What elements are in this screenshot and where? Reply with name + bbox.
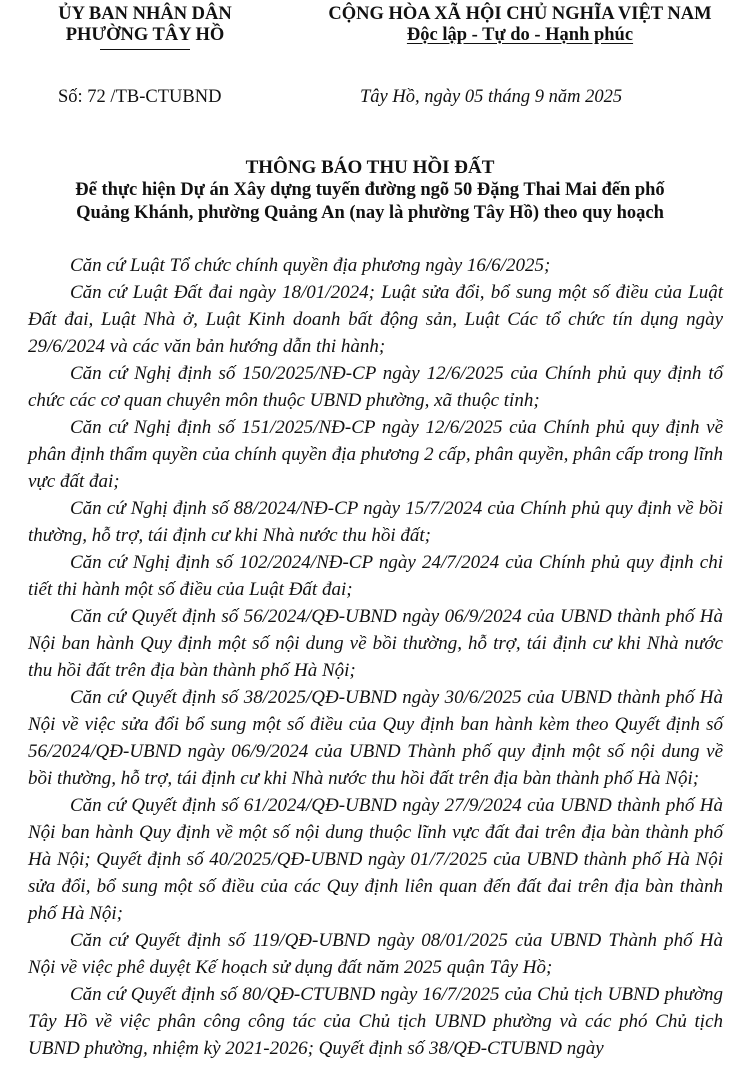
legal-basis-paragraph: Căn cứ Quyết định số 56/2024/QĐ-UBND ngày 06/9/2024 của UBND thành phố Hà Nội ban hành Quy định một số nội dung về bồi thường, hỗ trợ, tái định cư khi Nhà nước thu hồi đất trên địa bàn thành phố Hà Nội; <box>28 606 723 681</box>
legal-basis-paragraph: Căn cứ Quyết định số 38/2025/QĐ-UBND ngày 30/6/2025 của UBND thành phố Hà Nội về việc sửa đổi bổ sung một số điều của Quy định ban hành kèm theo Quyết định số 56/2024/QĐ-UBND ngày 06/9/2024 của UBND Thành phố quy định một số nội dung về bồi thường, hỗ trợ, tái định cư khi Nhà nước thu hồi đất trên địa bàn thành phố Hà Nội; <box>28 687 723 789</box>
title-sub-2: Quảng Khánh, phường Quảng An (nay là phường Tây Hồ) theo quy hoạch <box>76 203 664 223</box>
motto-text: Độc lập - Tự do - Hạnh phúc <box>406 25 634 45</box>
legal-basis-paragraph: Căn cứ Nghị định số 151/2025/NĐ-CP ngày 12/6/2025 của Chính phủ quy định về phân định thẩm quyền của chính quyền địa phương 2 cấp, phân quyền, phân cấp trong lĩnh vực đất đai; <box>28 417 723 492</box>
authority-line-2: PHƯỜNG TÂY HỒ <box>65 25 225 45</box>
document-body <box>28 252 723 1062</box>
authority-line-1: ỦY BAN NHÂN DÂN <box>58 4 232 24</box>
legal-basis-paragraph: Căn cứ Nghị định số 150/2025/NĐ-CP ngày 12/6/2025 của Chính phủ quy định tổ chức các cơ quan chuyên môn thuộc UBND phường, xã thuộc tỉnh; <box>28 363 723 411</box>
national-heading <box>305 4 735 46</box>
issuing-authority <box>20 4 270 50</box>
legal-basis-paragraph: Căn cứ Luật Đất đai ngày 18/01/2024; Luật sửa đổi, bổ sung một số điều của Luật Đất đai, Luật Nhà ở, Luật Kinh doanh bất động sản, Luật Các tổ chức tín dụng ngày 29/6/2024 và các văn bản hướng dẫn thi hành; <box>28 282 723 357</box>
legal-basis-paragraph: Căn cứ Nghị định số 102/2024/NĐ-CP ngày 24/7/2024 của Chính phủ quy định chi tiết thi hành một số điều của Luật Đất đai; <box>28 552 723 600</box>
document-date: Tây Hồ, ngày 05 tháng 9 năm 2025 <box>360 87 623 107</box>
legal-basis-paragraph: Căn cứ Quyết định số 119/QĐ-UBND ngày 08/01/2025 của UBND Thành phố Hà Nội về việc phê duyệt Kế hoạch sử dụng đất năm 2025 quận Tây Hồ; <box>28 930 723 978</box>
title-sub-1: Để thực hiện Dự án Xây dựng tuyến đường ngõ 50 Đặng Thai Mai đến phố <box>75 180 665 200</box>
title-main: THÔNG BÁO THU HỒI ĐẤT <box>245 157 495 178</box>
national-name: CỘNG HÒA XÃ HỘI CHỦ NGHĨA VIỆT NAM <box>328 4 712 24</box>
legal-basis-paragraph: Căn cứ Quyết định số 80/QĐ-CTUBND ngày 16/7/2025 của Chủ tịch UBND phường Tây Hồ về việc phân công công tác của Chủ tịch UBND phường và các phó Chủ tịch UBND phường, nhiệm kỳ 2021-2026; Quyết định số 38/QĐ-CTUBND ngày <box>28 984 723 1059</box>
legal-basis-paragraph: Căn cứ Luật Tổ chức chính quyền địa phương ngày 16/6/2025; <box>70 255 551 276</box>
legal-basis-paragraph: Căn cứ Quyết định số 61/2024/QĐ-UBND ngày 27/9/2024 của UBND thành phố Hà Nội ban hành Quy định về một số nội dung thuộc lĩnh vực đất đai trên địa bàn thành phố Hà Nội; Quyết định số 40/2025/QĐ-UBND ngày 01/7/2025 của UBND thành phố Hà Nội sửa đổi, bổ sung một số điều của các Quy định liên quan đến đất đai trên địa bàn thành phố Hà Nội; <box>28 795 723 924</box>
authority-underline <box>100 49 190 50</box>
document-number: Số: 72 /TB-CTUBND <box>58 87 222 107</box>
document-title <box>10 156 730 225</box>
legal-basis-paragraph: Căn cứ Nghị định số 88/2024/NĐ-CP ngày 15/7/2024 của Chính phủ quy định về bồi thường, hỗ trợ, tái định cư khi Nhà nước thu hồi đất; <box>28 498 723 546</box>
national-motto <box>305 25 735 46</box>
